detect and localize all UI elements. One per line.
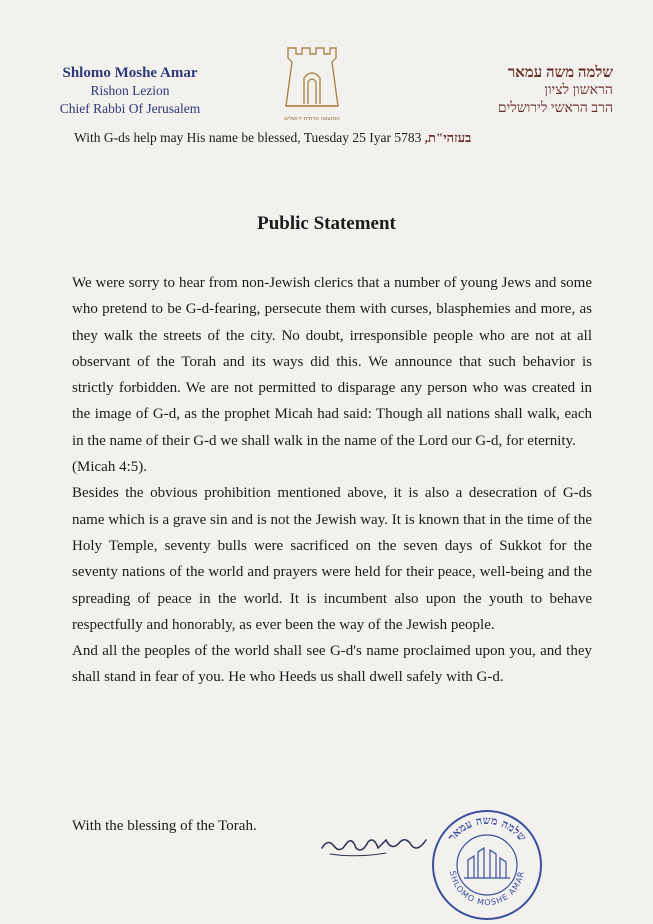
- paragraph-1: We were sorry to hear from non-Jewish clerics that a number of young Jews and some who pretend to be G-d-fearing, persecute them with curses, blasphemies and more, as they walk the streets of the city. No doubt, irresponsible people who are not at all observant of the Torah and its ways did this. We announce that such behavior is strictly forbidden. We are not permitted to disparage any person who was created in the image of G-d, as the prophet Micah had said: Though all nations shall walk, each in the name of their G-d we shall walk in the name of the Lord our G-d, for eternity.: [72, 275, 592, 449]
- title-rishon-lezion-hebrew: הראשון לציון: [544, 83, 613, 98]
- english-letterhead: [30, 64, 230, 118]
- letterhead: [0, 0, 653, 160]
- date-line: [74, 130, 514, 146]
- statement-body: [72, 270, 592, 691]
- official-stamp: [428, 806, 546, 924]
- date-hebrew-prefix: בעזהי"ת,: [424, 130, 472, 145]
- paragraph-2: Besides the obvious prohibition mentioned above, it is also a desecration of G-ds name which is a grave sin and is not the Jewish way. It is known that in the time of the Holy Temple, seventy bulls were sacrificed on the seven days of Sukkot for the seventy nations of the world and prayers were held for their peace, well-being and the spreading of peace in the world. It is incumbent also upon the youth to behave respectfully and honorably, as ever been the way of the Jewish people.: [72, 485, 592, 633]
- closing-blessing: With the blessing of the Torah.: [72, 818, 257, 834]
- title-rishon-lezion: Rishon Lezion: [90, 83, 170, 98]
- hebrew-letterhead: [398, 64, 613, 118]
- title-chief-rabbi-hebrew: הרב הראשי לירושלים: [497, 101, 613, 116]
- title-chief-rabbi: Chief Rabbi Of Jerusalem: [59, 101, 201, 116]
- rabbi-name-hebrew: שלמה משה עמאר: [507, 65, 613, 81]
- handwritten-signature: [316, 826, 436, 866]
- paragraph-3: And all the peoples of the world shall see G-d's name proclaimed upon you, and they shall stand in fear of you. He who Heeds us shall dwell safely with G-d.: [72, 643, 592, 686]
- document-title: Public Statement: [257, 213, 396, 234]
- date-english: With G-ds help may His name be blessed, Tuesday 25 Iyar 5783: [74, 130, 422, 145]
- stamp-hebrew-ring: שלמה משה עמאר: [445, 813, 529, 844]
- rabbi-name-english: Shlomo Moshe Amar: [62, 65, 198, 81]
- paragraph-citation: (Micah 4:5).: [72, 459, 147, 476]
- crest-caption: המועצה הדתית ירושלים: [284, 116, 340, 122]
- tower-crest-logo: [282, 44, 342, 128]
- svg-text:SHLOMO MOSHE AMAR: [448, 870, 526, 907]
- stamp-english-ring: SHLOMO MOSHE AMAR: [448, 869, 526, 908]
